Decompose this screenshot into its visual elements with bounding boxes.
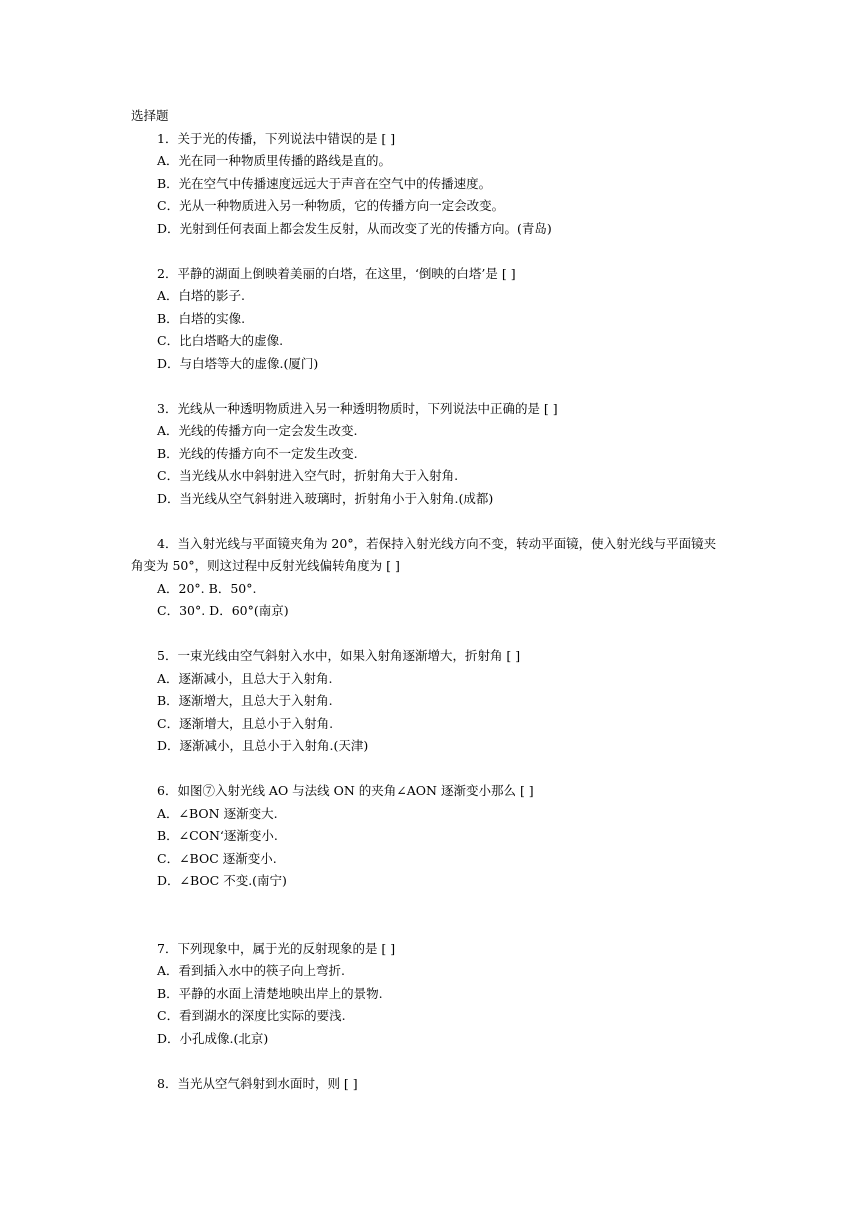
- question-5-option-d: D．逐渐减小，且总小于入射角.(天津): [157, 738, 369, 753]
- question-4-stem-line2: 角变为 50°，则这过程中反射光线偏转角度为 [ ]: [131, 558, 400, 573]
- question-2-stem: 2．平静的湖面上倒映着美丽的白塔，在这里，‘倒映的白塔’是 [ ]: [157, 266, 516, 281]
- question-3-option-c: C．当光线从水中斜射进入空气时，折射角大于入射角.: [157, 468, 459, 483]
- question-4-options-cd: C．30°. D．60°(南京): [157, 603, 289, 618]
- question-4-stem-line1: 4．当入射光线与平面镜夹角为 20°，若保持入射光线方向不变，转动平面镜，使入射光线与平面镜夹: [157, 536, 717, 551]
- question-4-options-ab: A．20°. B．50°.: [157, 581, 257, 596]
- question-1-option-a: A．光在同一种物质里传播的路线是直的。: [157, 153, 392, 168]
- question-7-stem: 7．下列现象中，属于光的反射现象的是 [ ]: [157, 941, 396, 956]
- question-2-option-d: D．与白塔等大的虚像.(厦门): [157, 356, 319, 371]
- question-3-option-b: B．光线的传播方向不一定发生改变.: [157, 446, 358, 461]
- question-6-option-a: A．∠BON 逐渐变大.: [157, 806, 278, 821]
- question-3-option-a: A．光线的传播方向一定会发生改变.: [157, 423, 358, 438]
- question-7-option-c: C．看到湖水的深度比实际的要浅.: [157, 1008, 346, 1023]
- question-6-option-c: C．∠BOC 逐渐变小.: [157, 851, 277, 866]
- question-7-option-b: B．平静的水面上清楚地映出岸上的景物.: [157, 986, 383, 1001]
- question-6-option-d: D．∠BOC 不变.(南宁): [157, 873, 287, 888]
- question-7-option-d: D．小孔成像.(北京): [157, 1031, 269, 1046]
- question-1-stem: 1．关于光的传播，下列说法中错误的是 [ ]: [157, 131, 396, 146]
- question-5-option-a: A．逐渐减小，且总大于入射角.: [157, 671, 333, 686]
- question-8-stem: 8．当光从空气斜射到水面时，则 [ ]: [157, 1076, 358, 1091]
- question-3-option-d: D．当光线从空气斜射进入玻璃时，折射角小于入射角.(成都): [157, 491, 494, 506]
- question-1-option-d: D．光射到任何表面上都会发生反射，从而改变了光的传播方向。(青岛): [157, 221, 552, 236]
- question-2-option-c: C．比白塔略大的虚像.: [157, 333, 284, 348]
- question-2-option-a: A．白塔的影子.: [157, 288, 246, 303]
- question-1-option-b: B．光在空气中传播速度远远大于声音在空气中的传播速度。: [157, 176, 492, 191]
- question-5-option-b: B．逐渐增大，且总大于入射角.: [157, 693, 333, 708]
- question-6-stem: 6．如图⑦入射光线 AO 与法线 ON 的夹角∠AON 逐渐变小那么 [ ]: [157, 783, 534, 798]
- question-1-option-c: C．光从一种物质进入另一种物质，它的传播方向一定会改变。: [157, 198, 505, 213]
- question-5-stem: 5．一束光线由空气斜射入水中，如果入射角逐渐增大，折射角 [ ]: [157, 648, 521, 663]
- question-2-option-b: B．白塔的实像.: [157, 311, 246, 326]
- question-6-option-b: B．∠CON‘逐渐变小.: [157, 828, 278, 843]
- question-5-option-c: C．逐渐增大，且总小于入射角.: [157, 716, 334, 731]
- question-3-stem: 3．光线从一种透明物质进入另一种透明物质时，下列说法中正确的是 [ ]: [157, 401, 558, 416]
- question-7-option-a: A．看到插入水中的筷子向上弯折.: [157, 963, 346, 978]
- section-title: 选择题: [131, 108, 169, 123]
